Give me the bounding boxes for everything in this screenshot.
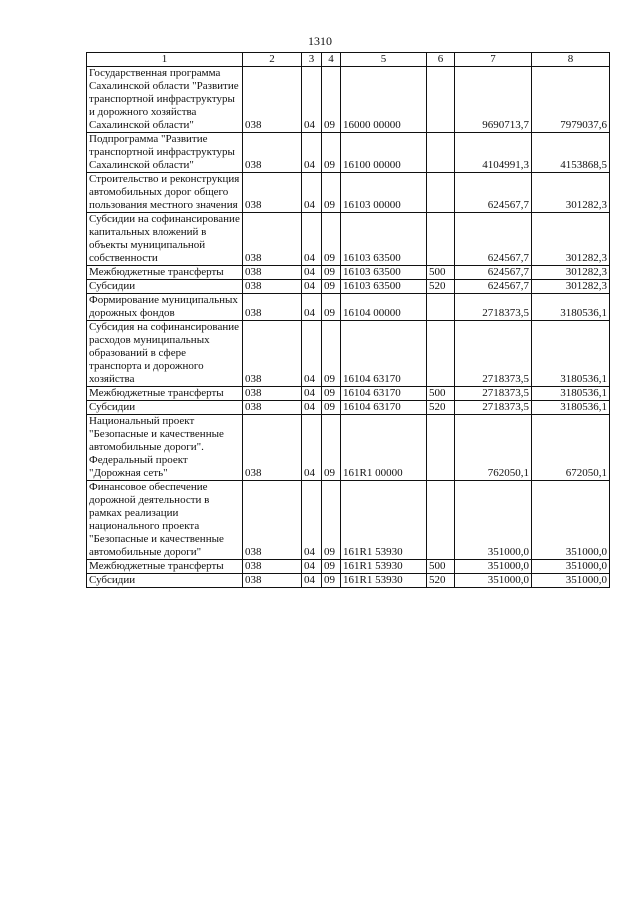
row-value-col8-cell: 3180536,1	[532, 401, 610, 415]
row-name-cell: Субсидии на софинансирование капитальных вложений в объекты муниципальной собственности	[87, 213, 243, 266]
row-rz-cell: 04	[302, 481, 322, 560]
row-vr-cell: 520	[427, 574, 455, 588]
row-rz-cell: 04	[302, 574, 322, 588]
column-header: 3	[302, 53, 322, 67]
table-row	[87, 213, 610, 266]
row-value-col7-cell: 2718373,5	[455, 387, 532, 401]
row-vr-cell: 520	[427, 280, 455, 294]
row-pr-cell: 09	[322, 294, 341, 321]
row-gr-cell: 038	[243, 294, 302, 321]
table-row	[87, 266, 610, 280]
column-header: 6	[427, 53, 455, 67]
row-gr-cell: 038	[243, 280, 302, 294]
row-rz-cell: 04	[302, 321, 322, 387]
row-gr-cell: 038	[243, 321, 302, 387]
row-gr-cell: 038	[243, 213, 302, 266]
row-value-col8-cell: 301282,3	[532, 266, 610, 280]
table-row	[87, 415, 610, 481]
row-pr-cell: 09	[322, 321, 341, 387]
row-name-cell: Субсидии	[87, 280, 243, 294]
table-row	[87, 173, 610, 213]
row-gr-cell: 038	[243, 173, 302, 213]
row-rz-cell: 04	[302, 415, 322, 481]
row-gr-cell: 038	[243, 133, 302, 173]
row-rz-cell: 04	[302, 133, 322, 173]
column-header: 4	[322, 53, 341, 67]
row-pr-cell: 09	[322, 387, 341, 401]
row-name-cell: Субсидии	[87, 574, 243, 588]
row-vr-cell: 520	[427, 401, 455, 415]
row-gr-cell: 038	[243, 560, 302, 574]
row-vr-cell	[427, 213, 455, 266]
row-vr-cell: 500	[427, 266, 455, 280]
row-csr-cell: 16103 63500	[341, 280, 427, 294]
row-vr-cell: 500	[427, 560, 455, 574]
row-value-col7-cell: 351000,0	[455, 481, 532, 560]
row-value-col8-cell: 7979037,6	[532, 67, 610, 133]
row-name-cell: Субсидии	[87, 401, 243, 415]
row-name-cell: Межбюджетные трансферты	[87, 387, 243, 401]
row-gr-cell: 038	[243, 67, 302, 133]
row-vr-cell	[427, 133, 455, 173]
row-rz-cell: 04	[302, 560, 322, 574]
row-gr-cell: 038	[243, 401, 302, 415]
row-value-col7-cell: 9690713,7	[455, 67, 532, 133]
row-pr-cell: 09	[322, 213, 341, 266]
row-value-col7-cell: 2718373,5	[455, 321, 532, 387]
row-value-col8-cell: 672050,1	[532, 415, 610, 481]
row-rz-cell: 04	[302, 266, 322, 280]
budget-table	[86, 52, 610, 588]
column-header: 2	[243, 53, 302, 67]
row-csr-cell: 16104 63170	[341, 321, 427, 387]
row-pr-cell: 09	[322, 401, 341, 415]
row-rz-cell: 04	[302, 401, 322, 415]
row-vr-cell	[427, 321, 455, 387]
table-row	[87, 133, 610, 173]
row-csr-cell: 16100 00000	[341, 133, 427, 173]
row-csr-cell: 16103 63500	[341, 213, 427, 266]
row-value-col8-cell: 3180536,1	[532, 387, 610, 401]
row-csr-cell: 16103 00000	[341, 173, 427, 213]
row-gr-cell: 038	[243, 481, 302, 560]
row-csr-cell: 16104 00000	[341, 294, 427, 321]
row-rz-cell: 04	[302, 173, 322, 213]
row-name-cell: Национальный проект "Безопасные и качественные автомобильные дороги". Федеральный проект "Дорожная сеть"	[87, 415, 243, 481]
row-vr-cell	[427, 67, 455, 133]
row-gr-cell: 038	[243, 574, 302, 588]
table-row	[87, 67, 610, 133]
row-value-col7-cell: 4104991,3	[455, 133, 532, 173]
row-value-col7-cell: 2718373,5	[455, 401, 532, 415]
row-name-cell: Межбюджетные трансферты	[87, 266, 243, 280]
row-value-col7-cell: 624567,7	[455, 213, 532, 266]
row-value-col7-cell: 624567,7	[455, 173, 532, 213]
row-pr-cell: 09	[322, 133, 341, 173]
row-rz-cell: 04	[302, 387, 322, 401]
row-pr-cell: 09	[322, 173, 341, 213]
row-vr-cell	[427, 415, 455, 481]
row-vr-cell: 500	[427, 387, 455, 401]
row-gr-cell: 038	[243, 387, 302, 401]
row-name-cell: Формирование муниципальных дорожных фондов	[87, 294, 243, 321]
row-gr-cell: 038	[243, 266, 302, 280]
row-csr-cell: 161R1 53930	[341, 481, 427, 560]
row-rz-cell: 04	[302, 213, 322, 266]
row-csr-cell: 16104 63170	[341, 387, 427, 401]
table-row	[87, 321, 610, 387]
row-name-cell: Межбюджетные трансферты	[87, 560, 243, 574]
row-csr-cell: 16103 63500	[341, 266, 427, 280]
row-gr-cell: 038	[243, 415, 302, 481]
column-header: 7	[455, 53, 532, 67]
row-csr-cell: 161R1 53930	[341, 560, 427, 574]
row-value-col8-cell: 301282,3	[532, 280, 610, 294]
row-value-col7-cell: 624567,7	[455, 266, 532, 280]
row-name-cell: Финансовое обеспечение дорожной деятельности в рамках реализации национального проекта "Безопасные и качественные автомобильные дороги"	[87, 481, 243, 560]
row-csr-cell: 16104 63170	[341, 401, 427, 415]
column-header: 1	[87, 53, 243, 67]
row-name-cell: Подпрограмма "Развитие транспортной инфраструктуры Сахалинской области"	[87, 133, 243, 173]
row-value-col8-cell: 301282,3	[532, 213, 610, 266]
header-row	[87, 53, 610, 67]
row-pr-cell: 09	[322, 560, 341, 574]
table-row	[87, 560, 610, 574]
table-row	[87, 387, 610, 401]
row-vr-cell	[427, 294, 455, 321]
table-row	[87, 574, 610, 588]
page-number: 1310	[308, 34, 332, 48]
column-header: 5	[341, 53, 427, 67]
row-name-cell: Строительство и реконструкция автомобильных дорог общего пользования местного значения	[87, 173, 243, 213]
row-pr-cell: 09	[322, 67, 341, 133]
row-rz-cell: 04	[302, 280, 322, 294]
row-pr-cell: 09	[322, 415, 341, 481]
row-value-col7-cell: 2718373,5	[455, 294, 532, 321]
column-header: 8	[532, 53, 610, 67]
row-csr-cell: 161R1 53930	[341, 574, 427, 588]
row-rz-cell: 04	[302, 294, 322, 321]
row-pr-cell: 09	[322, 574, 341, 588]
row-rz-cell: 04	[302, 67, 322, 133]
row-value-col8-cell: 351000,0	[532, 481, 610, 560]
table-row	[87, 481, 610, 560]
row-value-col8-cell: 3180536,1	[532, 321, 610, 387]
row-csr-cell: 161R1 00000	[341, 415, 427, 481]
row-vr-cell	[427, 173, 455, 213]
row-value-col7-cell: 762050,1	[455, 415, 532, 481]
row-value-col8-cell: 351000,0	[532, 574, 610, 588]
table-row	[87, 401, 610, 415]
row-name-cell: Субсидия на софинансирование расходов муниципальных образований в сфере транспорта и дорожного хозяйства	[87, 321, 243, 387]
row-pr-cell: 09	[322, 266, 341, 280]
row-vr-cell	[427, 481, 455, 560]
row-name-cell: Государственная программа Сахалинской области "Развитие транспортной инфраструктуры и дорожного хозяйства Сахалинской области"	[87, 67, 243, 133]
row-value-col8-cell: 4153868,5	[532, 133, 610, 173]
row-value-col8-cell: 351000,0	[532, 560, 610, 574]
row-pr-cell: 09	[322, 280, 341, 294]
table-row	[87, 280, 610, 294]
row-value-col7-cell: 351000,0	[455, 560, 532, 574]
row-value-col8-cell: 3180536,1	[532, 294, 610, 321]
row-value-col7-cell: 624567,7	[455, 280, 532, 294]
row-csr-cell: 16000 00000	[341, 67, 427, 133]
table-row	[87, 294, 610, 321]
row-value-col7-cell: 351000,0	[455, 574, 532, 588]
row-value-col8-cell: 301282,3	[532, 173, 610, 213]
row-pr-cell: 09	[322, 481, 341, 560]
